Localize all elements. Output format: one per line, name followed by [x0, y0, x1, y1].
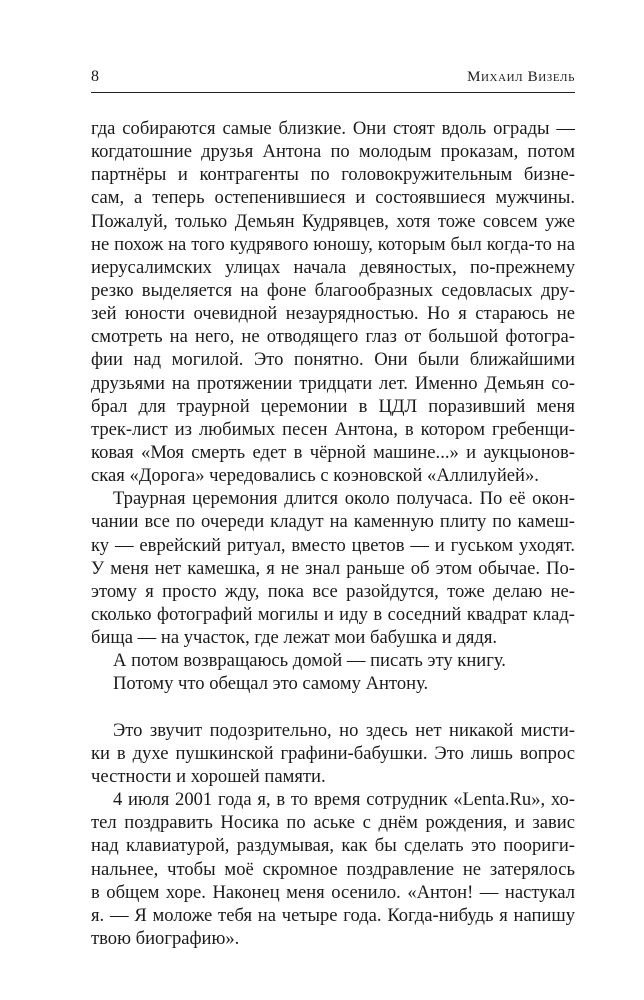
text-line: Это звучит подозрительно, но здесь нет никакой мисти-	[113, 719, 575, 741]
paragraph	[91, 117, 575, 487]
paragraph	[91, 719, 575, 788]
text-line: 4 июля 2001 года я, в то время сотрудник «Lenta.Ru», хо-	[113, 789, 575, 811]
text-line: сколько фотографий могилы и иду в соседний квадрат клад-	[91, 603, 575, 625]
text-line: честности и хорошей памяти.	[91, 765, 326, 787]
text-line: ская «Дорога» чередовались с коэновской «Аллилуйей».	[91, 465, 539, 487]
text-line: резко выделяется на фоне благообразных седовласых дру-	[91, 279, 575, 301]
text-line: друзьями на протяжении тридцати лет. Именно Демьян со-	[91, 372, 575, 394]
text-line: зей юности очевидной незаурядностью. Но я стараюсь не	[91, 303, 575, 325]
paragraph	[91, 788, 575, 950]
text-line: трек-лист из любимых песен Антона, в котором гребенщи-	[91, 418, 575, 440]
text-line: в общем хоре. Наконец меня осенило. «Антон! — настукал	[91, 881, 575, 903]
text-line: чании все по очереди кладут на каменную плиту по камеш-	[91, 511, 575, 533]
text-line: ки в духе пушкинской графини-бабушки. Это лишь вопрос	[91, 742, 575, 764]
body-text	[91, 117, 575, 950]
page-number: 8	[91, 68, 99, 85]
text-line: гда собираются самые близкие. Они стоят вдоль ограды —	[91, 118, 575, 139]
running-header	[91, 68, 575, 93]
text-line: я. — Я моложе тебя на четыре года. Когда-нибудь я напишу	[91, 904, 575, 926]
paragraph	[91, 649, 575, 672]
text-line: партнёры и контрагенты по головокружительным бизне-	[91, 164, 575, 186]
text-line: смотреть на него, не отводящего глаз от большой фотогра-	[91, 326, 575, 348]
text-line: ку — еврейский ритуал, вместо цветов — и гуськом уходят.	[91, 534, 575, 556]
text-line: над клавиатурой, раздумывая, как бы сделать это поориги-	[91, 835, 575, 857]
text-line: сам, а теперь остепенившиеся и состоявшиеся мужчины.	[91, 187, 575, 209]
text-line: А потом возвращаюсь домой — писать эту книгу.	[113, 650, 506, 672]
text-line: ковая «Моя смерть едет в чёрной машине...» и аукцыонов-	[91, 441, 575, 463]
text-line: когдатошние друзья Антона по молодым проказам, потом	[91, 141, 575, 163]
running-title: Михаил Визель	[467, 69, 575, 85]
text-line: Траурная церемония длится около получаса. По её окон-	[113, 488, 575, 510]
text-line: твою биографию».	[91, 927, 240, 949]
text-line: нальнее, чтобы моё скромное поздравление не затерялось	[91, 858, 575, 880]
text-line: У меня нет камешка, я не знал раньше об этом обычае. По-	[91, 557, 575, 579]
paragraph	[91, 672, 575, 695]
text-line: не похож на того кудрявого юношу, которым был когда-то на	[91, 233, 575, 255]
text-line: иерусалимских улицах начала девяностых, по-прежнему	[91, 256, 575, 278]
text-line: Пожалуй, только Демьян Кудрявцев, хотя тоже совсем уже	[91, 210, 575, 232]
paragraph	[91, 487, 575, 649]
text-line: Потому что обещал это самому Антону.	[113, 673, 429, 695]
text-line: брал для траурной церемонии в ЦДЛ поразивший меня	[91, 395, 575, 417]
text-line: тел поздравить Носика по аське с днём рождения, и завис	[91, 812, 575, 834]
text-line: бища — на участок, где лежат мои бабушка и дядя.	[91, 627, 498, 649]
text-line: этому я просто жду, пока все разойдутся, тоже делаю не-	[91, 580, 575, 602]
section-break	[91, 696, 575, 719]
text-line: фии над могилой. Это понятно. Они были ближайшими	[91, 349, 575, 371]
